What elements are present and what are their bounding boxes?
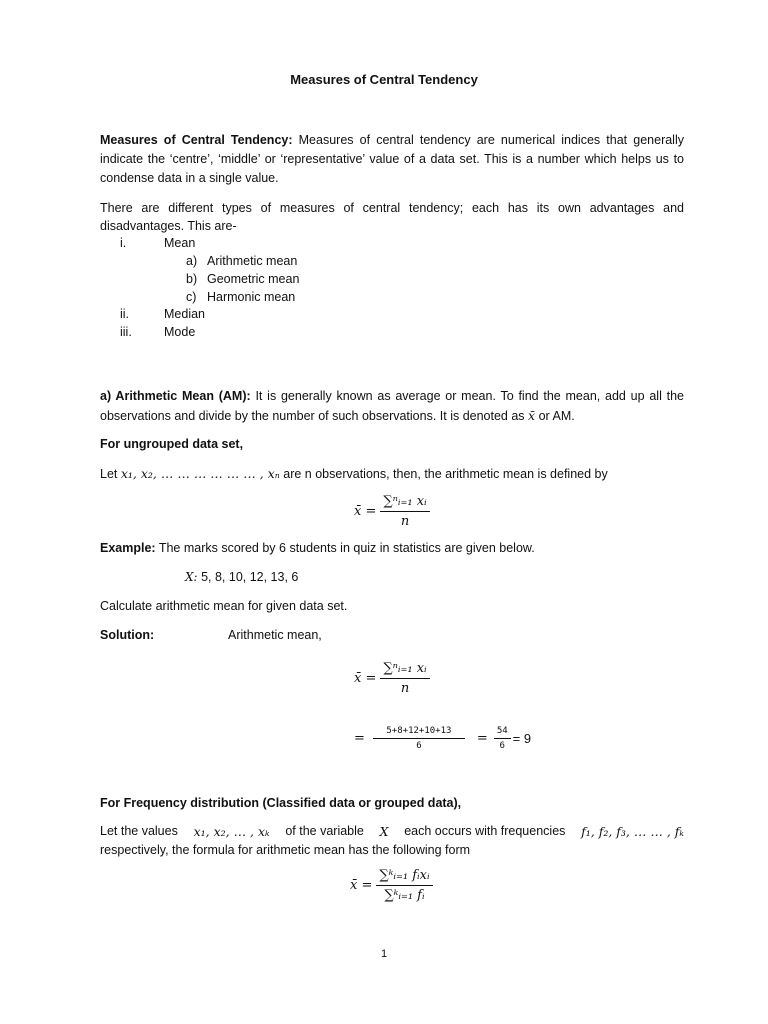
- list-marker-i: i.: [120, 236, 127, 250]
- list-item-harmonic-mean: Harmonic mean: [207, 290, 296, 304]
- freq-part3: each occurs with frequencies: [404, 824, 566, 838]
- sub-marker-c: c): [186, 290, 197, 304]
- calc-sum-numerator: 5+8+12+10+13: [373, 726, 465, 739]
- list-item-geometric-mean: Geometric mean: [207, 272, 300, 286]
- xbar-symbol: x̄: [528, 408, 536, 423]
- sub-marker-b: b): [186, 272, 198, 286]
- ungrouped-heading: For ungrouped data set,: [100, 437, 244, 451]
- formula2-denominator: n: [400, 681, 410, 696]
- calc-total-numerator: 54: [494, 726, 511, 739]
- calc-sum-denominator: 6: [416, 741, 422, 751]
- example-line: [100, 539, 684, 558]
- intro-paragraph: [100, 131, 684, 188]
- mean-formula-ungrouped: [354, 494, 430, 529]
- formula-lhs: x̄ =: [354, 504, 377, 519]
- solution-label: Solution:: [100, 628, 155, 642]
- mean-formula-solution: [354, 661, 430, 696]
- mean-formula-grouped: [350, 868, 433, 903]
- formula4-numerator: ∑ᵏᵢ₌₁ fᵢxᵢ: [376, 868, 432, 886]
- freq-value-vars: x₁, x₂, … , xₖ: [193, 824, 270, 839]
- list-item-median: Median: [164, 307, 205, 321]
- data-line: [185, 568, 298, 587]
- am-heading: a) Arithmetic Mean (AM):: [100, 389, 251, 403]
- list-item-mean: Mean: [164, 236, 196, 250]
- freq-part2: of the variable: [285, 824, 364, 838]
- mean-calculation: [354, 726, 531, 751]
- am-paragraph: [100, 387, 684, 426]
- sub-marker-a: a): [186, 254, 198, 268]
- page-number: 1: [380, 948, 388, 960]
- intro-text: Measures of central tendency are numerical indices that generally indicate the ‘centre’, ‘middle’ or ‘representative’ value of a data set. This is a number which helps us to condense data in a single value.: [100, 133, 684, 185]
- let-prefix: Let: [100, 467, 121, 481]
- freq-variable: X: [379, 824, 389, 839]
- formula-numerator: ∑ⁿᵢ₌₁ xᵢ: [380, 494, 429, 512]
- observation-vars: x₁, x₂, … … … … … … , xₙ: [120, 466, 280, 481]
- list-item-arithmetic-mean: Arithmetic mean: [207, 254, 298, 268]
- formula2-lhs: x̄ =: [354, 671, 377, 686]
- formula4-lhs: x̄ =: [350, 878, 373, 893]
- freq-frequencies: f₁, f₂, f₃, … … , fₖ: [581, 824, 684, 839]
- calc-line: Calculate arithmetic mean for given data set.: [100, 599, 348, 613]
- frequency-heading: For Frequency distribution (Classified data or grouped data),: [100, 796, 462, 810]
- data-var-label: X:: [185, 570, 198, 584]
- solution-text: Arithmetic mean,: [228, 628, 322, 642]
- formula4-denominator: ∑ᵏᵢ₌₁ fᵢ: [384, 888, 425, 903]
- data-values: 5, 8, 10, 12, 13, 6: [197, 570, 299, 584]
- am-or: or AM.: [535, 409, 575, 423]
- intro-heading: Measures of Central Tendency:: [100, 133, 293, 147]
- freq-line2: respectively, the formula for arithmetic mean has the following form: [100, 843, 471, 857]
- calc-total-denominator: 6: [499, 741, 505, 751]
- am-text: It is generally known as average or mean. To find the mean, add up all the observations and divide by the number of such observations. It is denoted as: [100, 389, 684, 423]
- types-paragraph: There are different types of measures of central tendency; each has its own advantages and disadvantages. This are-: [100, 201, 684, 233]
- list-item-mode: Mode: [164, 325, 196, 339]
- list-marker-iii: iii.: [120, 325, 132, 339]
- let-line: [100, 464, 684, 484]
- page-title: Measures of Central Tendency: [290, 72, 478, 87]
- let-suffix: are n observations, then, the arithmetic mean is defined by: [279, 467, 608, 481]
- list-marker-ii: ii.: [120, 307, 130, 321]
- freq-part1: Let the values: [100, 824, 178, 838]
- calc-result: = 9: [512, 731, 532, 746]
- formula2-numerator: ∑ⁿᵢ₌₁ xᵢ: [380, 661, 429, 679]
- example-label: Example:: [100, 541, 156, 555]
- calc-eq2: =: [476, 731, 488, 746]
- calc-eq1: =: [354, 731, 365, 746]
- formula-denominator: n: [400, 514, 410, 529]
- example-text: The marks scored by 6 students in quiz in statistics are given below.: [155, 541, 535, 555]
- frequency-paragraph: [100, 822, 684, 860]
